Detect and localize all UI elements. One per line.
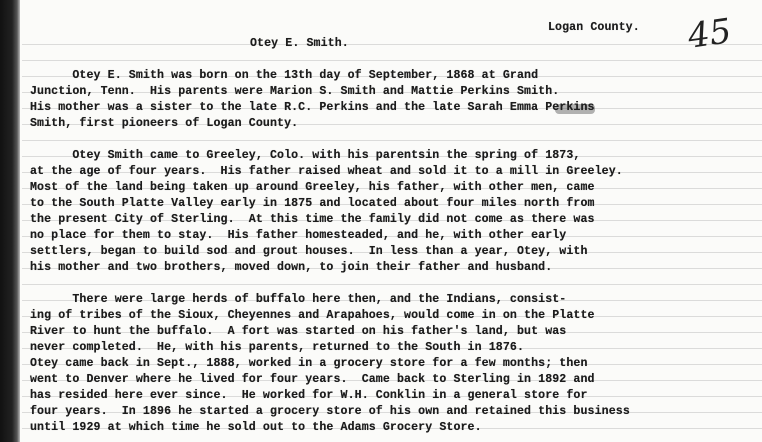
text-line: settlers, began to build sod and grout houses. In less than a year, Otey, with [30, 245, 588, 258]
text-line: Otey E. Smith was born on the 13th day of September, 1868 at Grand [30, 69, 539, 82]
text-line: the present City of Sterling. At this time the family did not come as there was [30, 213, 595, 226]
handwritten-page-number: 45 [685, 11, 734, 57]
ruled-line [22, 140, 762, 141]
text-line: Otey came back in Sept., 1888, worked in a grocery store for a few months; then [30, 357, 588, 370]
text-line: Most of the land being taken up around Greeley, his father, with other men, came [30, 181, 595, 194]
text-line: There were large herds of buffalo here then, and the Indians, consist- [30, 293, 567, 306]
text-line: has resided here ever since. He worked for W.H. Conklin in a general store for [30, 389, 588, 402]
text-line: His mother was a sister to the late R.C. Perkins and the late Sarah Emma Perkins [30, 101, 595, 114]
text-line: Otey Smith came to Greeley, Colo. with his parentsin the spring of 1873, [30, 149, 581, 162]
text-line: his mother and two brothers, moved down, to join their father and husband. [30, 261, 553, 274]
text-line: Junction, Tenn. His parents were Marion S. Smith and Mattie Perkins Smith. [30, 85, 560, 98]
text-line: went to Denver where he lived for four years. Came back to Sterling in 1892 and [30, 373, 595, 386]
text-line: no place for them to stay. His father homesteaded, and he, with other early [30, 229, 567, 242]
text-line: Smith, first pioneers of Logan County. [30, 117, 299, 130]
text-line: at the age of four years. His father raised wheat and sold it to a mill in Greeley. [30, 165, 623, 178]
ink-smudge [555, 104, 595, 114]
binding-edge [0, 0, 20, 442]
county-heading: Logan County. [548, 21, 640, 34]
text-line: ing of tribes of the Sioux, Cheyennes and Arapahoes, would come in on the Platte [30, 309, 595, 322]
text-line: never completed. He, with his parents, returned to the South in 1876. [30, 341, 525, 354]
ruled-line [22, 44, 762, 45]
text-line: until 1929 at which time he sold out to the Adams Grocery Store. [30, 421, 482, 434]
ruled-line [22, 60, 762, 61]
document-title: Otey E. Smith. [250, 37, 349, 50]
text-line: to the South Platte Valley early in 1875 and located about four miles north from [30, 197, 595, 210]
ruled-line [22, 284, 762, 285]
text-line: four years. In 1896 he started a grocery store of his own and retained this business [30, 405, 630, 418]
text-line: River to hunt the buffalo. A fort was started on his father's land, but was [30, 325, 567, 338]
